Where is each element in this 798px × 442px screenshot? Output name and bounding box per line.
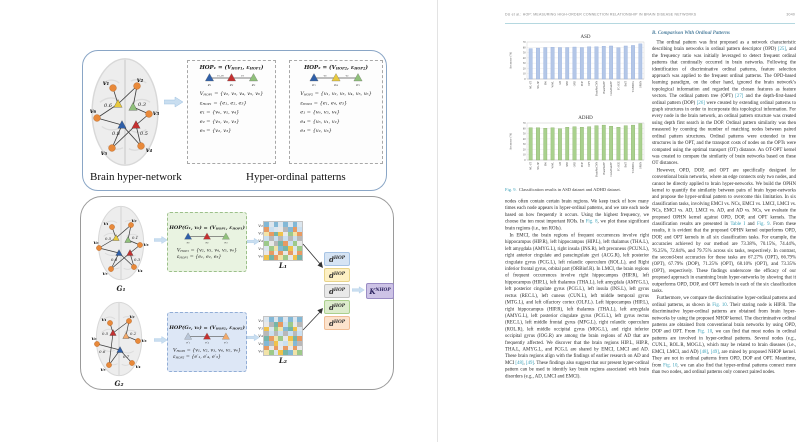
svg-text:30: 30 — [522, 143, 526, 147]
formula-line: e₃ = {v₂, v₃} — [199, 128, 232, 134]
svg-text:0: 0 — [524, 159, 526, 162]
hop-distance-box: d HOP — [324, 300, 350, 314]
figure9-caption-label[interactable]: Fig. 9. — [505, 186, 517, 192]
formula-line: $V_{HOP2} = \{v_1$, v₂, v₃, v₄, v₅, v₆} — [173, 347, 241, 353]
svg-text:e₁: e₁ — [186, 240, 190, 245]
svg-text:v₁: v₁ — [101, 317, 107, 323]
svg-text:v₂: v₂ — [131, 218, 137, 224]
hop-distance-box: d HOP — [324, 252, 350, 266]
formula-line: $V_{HOP2} = \{v_1$, v₂, v₃, v₄, v₅, v₆} — [300, 91, 372, 97]
paragraph: Furthermore, we compare the discriminative hyper-ordinal patterns and ordinal patterns, as shown in Fig. 10. Their staring node is HIP.R. The discriminative hyper-ordinal patterns are obtained from brain hyper-networks by using the proposed NHOP kernel. The discriminative ordinal patterns are obtained from conventional brain networks by using OPD, DOP and OPT. From Fig. 10, we can find that most nodes in ordinal patterns are involved in hyper-ordinal patterns. Several nodes (e.g., CUN.L, ROL.R, MOG.L), which may be related to brain diseases (i.e., EMCI, LMCI, and AD) [48], [49], are mined by proposed NHOP kernel. They are not in ordinal patterns from OPD, DOP and OPT. Meantime, from Fig. 10, we can also find that hyper-ordinal patterns connect more than two nodes, and ordinal patterns only connect paired nodes. — [652, 295, 796, 375]
page-number: 3040 — [786, 13, 795, 17]
svg-text:70: 70 — [522, 122, 526, 125]
brain-hypernetwork-graphic — [86, 54, 164, 170]
svg-text:v₆: v₆ — [91, 336, 97, 342]
hop1-chain — [200, 72, 264, 90]
matrix-row-label: v₂ — [258, 223, 263, 229]
svg-text:v₃: v₃ — [141, 338, 147, 344]
citation-link[interactable]: [48] — [515, 359, 524, 366]
asd-bar-chart — [506, 32, 648, 104]
header-rule — [505, 23, 795, 25]
svg-text:OPD: OPD — [573, 81, 577, 87]
svg-text:e₁: e₁ — [312, 82, 316, 87]
running-header — [505, 13, 745, 22]
svg-text:OPHN: OPHN — [639, 162, 643, 170]
paragraph: In EMCI, the brain regions of frequent occurrences involve right hippocampus (HIP.R), left hippocampus (HIP.L), left thalamus (THA.L), left amygdala (AMYG.L), right insula (INS.R), left precuneus (PCUN.L), right anterior cingulate and paracingulate gyri (ACG.R), left posterior cingulate gyrus (PCG.L), left rolandic operculum (ROL.L), and Right inferior frontal gyrus, orbital part (ORBinf.R). In LMCI, the brain regions of frequent occurrences involve right hippocampus (HIP.R), left hippocampus (HIP.L), left thalamus (THA.L), left amygdala (AMYG.L), left posterior cingulate gyrus (PCG.L), left insula (INS.L), left gyrus rectus (REC.L), left cuneus (CUN.L), left middle temporal gyrus (MTG.L), and left olfactory cortex (OLF.L). Left hippocampus (HIP.L), right hippocampus (HIP.R), left thalamus (THA.L), left amygdala (AMYG.L), left posterior cingulate gyrus (PCG.L), left gyrus rectus (REC.L), left middle frontal gyrus (MFG.L), right rolandic operculum (ROL.R), left middle occipital gyrus (MOG.L), and right inferior occipital gyrus (IOG.R) are among the brain regions of AD that are frequently affected. We discover that the brain regions HIP.L, HIP.R, THA.L, AMYG.L, and PCG.L are shared by EMCI, LMCI and AD. These brain regions align with the findings of earlier research on AD and MCI [48], [49]. These findings also suggest that our present hyper-ordinal pattern can be used to identify key brain regions associated with brain disorders (e.g., AD, LMCI and EMCI). — [505, 232, 649, 379]
hop2-equations — [300, 90, 372, 136]
formula-line: $\varepsilon_{HOP1} = \{e_1$, e₂, e₃} — [176, 254, 222, 260]
fig1-caption-right: Hyper-ordinal patterns — [246, 171, 346, 183]
svg-text:OPHN: OPHN — [639, 81, 643, 89]
hop2-chain — [304, 72, 368, 90]
adhd-bar-chart — [506, 113, 648, 185]
svg-text:v₅,v₆: v₅,v₆ — [217, 73, 224, 78]
svg-text:Com-BrainTF: Com-BrainTF — [610, 162, 614, 177]
svg-text:WL-SP: WL-SP — [536, 81, 540, 89]
svg-text:RW: RW — [544, 81, 548, 86]
svg-text:0.5: 0.5 — [104, 236, 112, 241]
hop-distance-box: d HOP — [324, 284, 350, 298]
svg-text:Com-BrainTF: Com-BrainTF — [610, 81, 614, 96]
svg-text:OPT: OPT — [588, 162, 592, 167]
svg-text:0.3: 0.3 — [138, 102, 146, 108]
flow-arrow-icon — [164, 96, 184, 108]
svg-text:v₂: v₂ — [345, 73, 349, 78]
hop1-equations — [200, 90, 264, 136]
svg-text:e₃: e₃ — [224, 240, 228, 245]
formula-line: e₄ = {v₆, v₁, v₂} — [300, 118, 340, 125]
bar-chart-svg — [506, 32, 648, 104]
g1-hop-title: HOP(G₁, $v_6) = (V_{HOP1}$, $\varepsilon_{HOP1}$) — [169, 224, 245, 231]
flow-arrow-icon — [352, 285, 365, 295]
svg-text:30: 30 — [522, 62, 526, 66]
svg-text:FC-SGE: FC-SGE — [617, 81, 621, 90]
citation-link[interactable]: [49] — [710, 348, 719, 355]
svg-text:SPD: SPD — [566, 81, 570, 86]
flow-arrow-icon — [154, 335, 168, 345]
svg-text:v₅: v₅ — [100, 367, 106, 373]
svg-text:v₁: v₁ — [103, 221, 109, 227]
citation-link[interactable]: Fig. 8 — [585, 218, 598, 225]
formula-line: e₁ = {v₆, v₅, v₄} — [300, 109, 340, 115]
citation-link[interactable]: Fig. 10 — [663, 362, 678, 368]
svg-text:v₃: v₃ — [143, 242, 149, 248]
citation-link[interactable]: Fig. 9 — [756, 220, 770, 227]
matrix-row-label: v₆ — [258, 253, 263, 259]
svg-text:WWL: WWL — [551, 81, 555, 88]
hyperedge-chain-diagram — [180, 331, 235, 344]
figure9-caption — [505, 187, 650, 198]
svg-text:ASD: ASD — [580, 35, 591, 40]
left-text-column — [505, 198, 649, 430]
matrix-row-label: v₄ — [258, 333, 263, 339]
svg-text:0.6: 0.6 — [104, 103, 112, 109]
svg-text:60: 60 — [522, 46, 526, 50]
svg-text:0.5: 0.5 — [140, 131, 148, 137]
section-heading: B. Comparison With Ordinal Patterns — [652, 30, 730, 36]
svg-text:60: 60 — [522, 127, 526, 131]
kernel-output-box: K NHOP — [366, 283, 394, 299]
svg-text:10: 10 — [522, 153, 526, 157]
svg-text:FC-SGE: FC-SGE — [617, 162, 621, 171]
svg-text:0.5: 0.5 — [101, 331, 109, 336]
svg-text:BrainNetCNN: BrainNetCNN — [595, 81, 599, 96]
l2-label-matrix — [264, 317, 302, 355]
svg-text:0.6: 0.6 — [99, 349, 106, 354]
right-text-column — [652, 30, 796, 432]
citation-link[interactable]: [25] — [777, 46, 786, 52]
hyperedge-chain-diagram — [200, 72, 264, 87]
svg-text:20: 20 — [522, 67, 526, 71]
page-divider — [437, 0, 438, 442]
svg-text:10: 10 — [522, 72, 526, 76]
hop2-formula-box — [289, 60, 383, 164]
hop1-title: $HOP_1 = (V_{HOP1}$, $\varepsilon_{HOP1}$) — [199, 64, 264, 71]
l2-row-labels — [248, 317, 263, 355]
citation-link[interactable]: [26] — [696, 99, 705, 106]
svg-text:0.7: 0.7 — [122, 354, 130, 359]
svg-text:v₆: v₆ — [93, 240, 99, 246]
g2-hop-chain — [180, 331, 235, 347]
svg-text:v₄: v₄ — [135, 364, 141, 370]
figure9-caption-text: Classification results in ASD dataset and ADHD dataset. — [518, 186, 621, 192]
matrix-row-label: v₃ — [258, 325, 263, 332]
formula-line: e₂ = {v₅, v₆, v₃} — [199, 118, 240, 125]
fig1-caption-left: Brain hyper-network — [90, 171, 182, 183]
hop-distance-box: d HOP — [324, 316, 350, 330]
svg-text:0.8: 0.8 — [112, 131, 120, 137]
svg-text:v₅: v₅ — [102, 271, 108, 277]
svg-text:e₁: e₁ — [207, 82, 212, 87]
svg-text:40: 40 — [522, 137, 526, 141]
svg-text:0.3: 0.3 — [133, 257, 141, 262]
svg-text:e₄: e₄ — [334, 82, 338, 87]
g1-hop-box — [167, 212, 247, 272]
hop1-formula-box — [187, 60, 276, 164]
l1-label-matrix — [264, 222, 302, 260]
citation-link[interactable]: Table I — [730, 220, 746, 227]
svg-text:e₂: e₂ — [205, 240, 209, 245]
g1-hop-chain — [180, 231, 235, 247]
svg-text:0.8: 0.8 — [110, 257, 118, 262]
svg-text:50: 50 — [522, 132, 526, 136]
svg-text:GH: GH — [558, 81, 562, 85]
g2-hop-box — [167, 312, 247, 372]
svg-text:T2-BNDG: T2-BNDG — [632, 81, 636, 93]
svg-text:BrainNetTF: BrainNetTF — [602, 81, 606, 94]
svg-text:OPD: OPD — [573, 162, 577, 168]
svg-text:40: 40 — [522, 56, 526, 60]
formula-line: $V_{HOP1} = \{v_2$, v₃, v₄, v₅, v₆} — [176, 247, 238, 253]
svg-text:SPD: SPD — [566, 162, 570, 167]
formula-line: e₁ = {v₆, v₅, v₄} — [199, 109, 240, 115]
svg-text:v₃: v₃ — [152, 110, 160, 117]
svg-text:v₅: v₅ — [100, 150, 108, 157]
svg-text:v₆: v₆ — [323, 73, 327, 78]
flow-arrow-icon — [154, 235, 168, 245]
svg-text:ADHD: ADHD — [578, 116, 593, 121]
svg-text:RW: RW — [544, 162, 548, 167]
svg-text:v₆: v₆ — [89, 108, 97, 115]
running-title: DU et al.: HOP: MEASURING HIGH-ORDER CONNECTION RELATIONSHIP IN BRAIN DISEASE NETWORKS — [505, 13, 697, 17]
brain-g2-graphic — [88, 299, 150, 379]
svg-text:WL-SP: WL-SP — [536, 162, 540, 170]
svg-text:v₄: v₄ — [137, 268, 143, 274]
svg-text:0.1: 0.1 — [131, 235, 139, 240]
svg-text:DOP: DOP — [580, 162, 584, 168]
hop-distance-box: d HOP — [324, 268, 350, 282]
hop-distance-stack — [324, 252, 350, 332]
citation-link[interactable]: Fig. 10 — [697, 328, 713, 335]
svg-text:T2-BNDG: T2-BNDG — [632, 162, 636, 174]
svg-text:v₄: v₄ — [145, 147, 153, 154]
g2-hop-title: HOP(G₂, $v_6) = (V_{HOP2}$, $\varepsilon_{HOP2}$) — [169, 324, 245, 331]
citation-link[interactable]: [27] — [735, 93, 744, 99]
formula-line: $V_{HOP1} = \{v_2$, v₃, v₄, v₅, v₆} — [199, 91, 264, 97]
g2-label: G₂ — [114, 379, 124, 388]
matrix-row-label: v₂ — [258, 318, 263, 324]
svg-text:e₃: e₃ — [251, 82, 256, 87]
svg-text:20: 20 — [522, 148, 526, 152]
svg-text:DOP: DOP — [580, 81, 584, 87]
formula-line: e₃ = {v₂, v₃} — [300, 128, 332, 134]
citation-link[interactable]: Fig. 10 — [712, 301, 727, 308]
hyperedge-chain-diagram — [304, 72, 368, 87]
paragraph: However, OPD, DOP, and OPT are specifically designed for conventional brain networks, where an edge connects only two nodes, and cannot be directly applied to brain hyper-networks. We build the OPHN kernel to quantify the similarity between pairs of brain hyper-networks and propose the hyper-ordinal pattern to overcome this limitation. In six classification tasks, involving EMCI vs. NCs, EMCI vs. LMCI, LMCI vs. NCs, EMCI vs. AD, LMCI vs. AD, and AD vs. NCs, we evaluate the proposed OPHN kernel against OPD, DOP, and OPT kernels. The classification results are presented in Table I and Fig. 9. From these results, it is evident that the proposed OPHN kernel outperforms OPD, DOP, and OPT kernels in all six classification tasks. For example, the accuracies achieved by our method are 73.38%, 70.15%, 74.44%, 76.25%, 72.84%, and 79.75% across six tasks, respectively. In contrast, the second-best accuracies for these tasks are 67.27% (OPT), 66.79% (OPT), 67.79% (DOP), 71.25% (OPT), 68.10% (OPT), and 73.35% (OPT), respectively. These findings underscore the efficacy of our proposed approach in examining brain hyper-networks by showing that it outperforms OPD, DOP, and OPT kernels in each of the six classification tasks. — [652, 167, 796, 294]
svg-text:BolT: BolT — [624, 81, 628, 87]
svg-text:BolT: BolT — [624, 162, 628, 168]
g1-label: G₁ — [116, 284, 126, 293]
matrix-row-label: v₅ — [258, 340, 263, 347]
svg-text:0.2: 0.2 — [129, 331, 137, 336]
brain-g1-graphic — [90, 203, 152, 283]
svg-text:70: 70 — [522, 41, 526, 44]
l2-label: L₂ — [279, 356, 287, 365]
svg-text:e′₃: e′₃ — [224, 340, 228, 345]
svg-text:v₂: v₂ — [136, 77, 144, 84]
svg-text:Accuracy (%): Accuracy (%) — [508, 51, 513, 70]
citation-link[interactable]: [48] — [699, 348, 709, 355]
svg-text:BrainNetCNN: BrainNetCNN — [595, 162, 599, 177]
svg-text:v₃: v₃ — [241, 73, 244, 78]
g2-hop-equations — [173, 347, 241, 361]
svg-text:e₂: e₂ — [229, 82, 234, 87]
svg-text:BrainNetTF: BrainNetTF — [602, 162, 606, 175]
l1-label: L₁ — [279, 261, 287, 270]
svg-text:v₁: v₁ — [102, 80, 110, 87]
svg-text:Accuracy (%): Accuracy (%) — [508, 132, 513, 151]
svg-text:0: 0 — [524, 78, 526, 81]
matrix-row-label: v₅ — [258, 245, 263, 252]
svg-text:GH: GH — [558, 162, 562, 166]
matrix-row-label: v₃ — [258, 230, 263, 237]
formula-line: $\varepsilon_{HOP2} = \{e'_1$, e′₄, e′₃} — [173, 354, 221, 360]
l1-row-labels — [248, 222, 263, 260]
matrix-to-distance-arrows — [300, 234, 326, 340]
paragraph: nodes often contain certain brain regions. We keep track of how many times each node appears in hyper-ordinal patterns, and we rate each node based on how frequently it occurs. Using the highest frequency, we choose the ten most important ROIs. In Fig. 8, we plot these significant brain regions (i.e., ten ROIs). — [505, 198, 649, 231]
matrix-row-label: v₄ — [258, 238, 263, 244]
svg-text:50: 50 — [522, 51, 526, 55]
bar-chart-svg — [506, 113, 648, 185]
svg-text:WWL: WWL — [551, 162, 555, 169]
formula-line: $\varepsilon_{HOP2} = \{e_1$, e₄, e₃} — [300, 100, 348, 106]
svg-text:WL-ST: WL-ST — [529, 81, 533, 89]
formula-line: $\varepsilon_{HOP1} = \{e_1$, e₂, e₃} — [199, 100, 247, 106]
svg-text:e′₄: e′₄ — [205, 340, 209, 345]
g1-hop-equations — [177, 247, 237, 261]
svg-text:v₂: v₂ — [129, 314, 135, 320]
svg-text:e₃: e₃ — [356, 82, 360, 87]
paragraph: The ordinal pattern was first proposed as a network characteristic describing brain networks in ordinal pattern descriptor (OPD) [25], and the frequency ratio was initially leveraged to detect frequent ordinal patterns that continually occurred in brain networks. Following the identification of discriminative ordinal patterns, feature selection approach was applied to the frequent ordinal patterns. The OPD-based learning paradigm, on the other hand, ignored the brain network’s topological information and regarded the chosen features as feature vectors. The ordinal pattern tree (OPT) [27] and the depth-first-based ordinal pattern (DOP) [26] were created by extending ordinal patterns to graph structures in order to incorporate this topological information. For every node in the brain network, an ordinal pattern structure was created using depth first search in the DOP. Ordinal pattern similarity was then measured by counting the number of matching nodes between paired ordinal pattern structures. Ordinal patterns were extended to tree structures in the OPT, and the transport costs of nodes on the OPTs were computed using the optimal transport (OT) distance. An OT-OPT kernel was created to compare the similarity of brain networks based on these OT distances. — [652, 39, 796, 166]
svg-text:OPT: OPT — [588, 81, 592, 86]
hop2-title: $HOP_2 = (V_{HOP2}$, $\varepsilon_{HOP2}$) — [304, 64, 368, 71]
svg-text:e′₁: e′₁ — [186, 340, 190, 345]
svg-text:WL-ST: WL-ST — [529, 162, 533, 170]
hyperedge-chain-diagram — [180, 231, 235, 244]
matrix-row-label: v₆ — [258, 348, 263, 354]
citation-link[interactable]: [49] — [525, 359, 535, 366]
